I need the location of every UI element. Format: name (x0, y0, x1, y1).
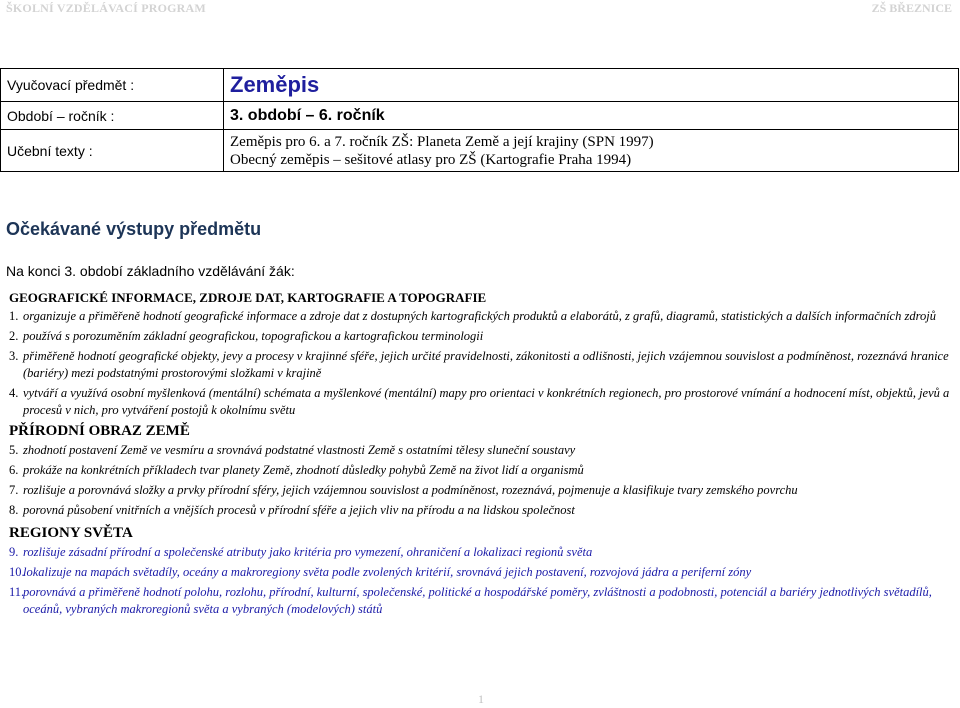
texts-value (224, 130, 959, 172)
outcome-item (9, 348, 954, 382)
item-number: 1. (9, 309, 19, 323)
item-text: organizuje a přiměřeně hodnotí geografické informace a zdroje dat z dostupných kartografických produktů a elaborátů, z grafů, diagramů, statistických a dalších informačních zdrojů (23, 309, 936, 323)
item-number: 3. (9, 349, 19, 363)
item-text: porovnává a přiměřeně hodnotí polohu, rozlohu, přírodní, kulturní, společenské, politické a hospodářské poměry, zvláštnosti a podobnosti, potenciál a bariéry jednotlivých světadílů, oceánů, vybraných makroregionů světa a vybraných (modelových) států (23, 585, 932, 616)
texts-label: Učební texty : (1, 130, 224, 172)
outcomes-heading: Očekávané výstupy předmětu (6, 219, 262, 239)
subject-info-table (0, 68, 959, 172)
period-label: Období – ročník : (1, 102, 224, 130)
outcome-item (9, 584, 954, 618)
item-text: lokalizuje na mapách světadíly, oceány a makroregiony světa podle zvolených kritérií, srovnává jejich postavení, rozvojová jádra a periferní zóny (23, 565, 752, 579)
section-title: REGIONY SVĚTA (9, 525, 133, 541)
subject-row (1, 69, 959, 102)
item-text: rozlišuje a porovnává složky a prvky přírodní sféry, jejich vzájemnou souvislost a podmíněnost, rozeznává, pojmenuje a klasifikuje tvary zemského povrchu (23, 483, 798, 497)
section-title: PŘÍRODNÍ OBRAZ ZEMĚ (9, 423, 190, 439)
item-text: přiměřeně hodnotí geografické objekty, jevy a procesy v krajinné sféře, jejich určité pravidelnosti, zákonitosti a odlišnosti, jejich vzájemnou souvislost a podmíněnost, rozeznává hranice (bariéry) mezi podstatnými prostorovými složkami v krajině (23, 349, 949, 380)
item-text: prokáže na konkrétních příkladech tvar planety Země, zhodnotí důsledky pohybů Země na život lidí a organismů (23, 463, 584, 477)
item-number: 8. (9, 503, 19, 517)
section-title: GEOGRAFICKÉ INFORMACE, ZDROJE DAT, KARTOGRAFIE A TOPOGRAFIE (9, 290, 487, 305)
item-number: 2. (9, 329, 19, 343)
item-text: zhodnotí postavení Země ve vesmíru a srovnává podstatné vlastnosti Země s ostatními tělesy sluneční soustavy (23, 443, 576, 457)
texts-row (1, 130, 959, 172)
textbook-line: Zeměpis pro 6. a 7. ročník ZŠ: Planeta Země a její krajiny (SPN 1997) (230, 133, 654, 150)
outcome-item (9, 328, 954, 345)
period-row (1, 102, 959, 130)
atlas-line: Obecný zeměpis – sešitové atlasy pro ZŠ (Kartografie Praha 1994) (230, 151, 632, 168)
period-value: 3. období – 6. ročník (224, 102, 959, 130)
outcome-item (9, 462, 954, 479)
item-number: 5. (9, 443, 19, 457)
school-name: ZŠ BŘEZNICE (871, 1, 952, 15)
item-number: 4. (9, 386, 19, 400)
subject-label: Vyučovací předmět : (1, 69, 224, 102)
item-number: 7. (9, 483, 19, 497)
outcome-item (9, 564, 954, 581)
item-text: porovná působení vnitřních a vnějších procesů v přírodní sféře a jejich vliv na přírodu a na lidskou společnost (23, 503, 575, 517)
outcome-item (9, 385, 954, 419)
item-text: vytváří a využívá osobní myšlenková (mentální) schémata a myšlenkové (mentální) mapy pro orientaci v konkrétních regionech, pro prostorové vnímání a hodnocení míst, objektů, jevů a procesů v nich, pro vytváření postojů k okolnímu světu (23, 386, 950, 417)
item-number: 6. (9, 463, 19, 477)
outcomes-content (9, 290, 954, 621)
outcome-item (9, 442, 954, 459)
item-number: 9. (9, 545, 19, 559)
intro-text: Na konci 3. období základního vzdělávání žák: (6, 263, 295, 279)
outcome-item (9, 544, 954, 561)
outcome-item (9, 502, 954, 519)
item-number: 10. (9, 565, 25, 579)
item-text: používá s porozuměním základní geografickou, topografickou a kartografickou terminologii (23, 329, 484, 343)
subject-value: Zeměpis (224, 69, 959, 102)
school-program-title: ŠKOLNÍ VZDĚLÁVACÍ PROGRAM (6, 1, 206, 15)
item-text: rozlišuje zásadní přírodní a společenské atributy jako kritéria pro vymezení, ohraničení a lokalizaci regionů světa (23, 545, 593, 559)
item-number: 11. (9, 585, 25, 599)
outcome-item (9, 308, 954, 325)
page-header (0, 0, 960, 16)
outcome-item (9, 482, 954, 499)
page-number: 1 (478, 692, 484, 706)
